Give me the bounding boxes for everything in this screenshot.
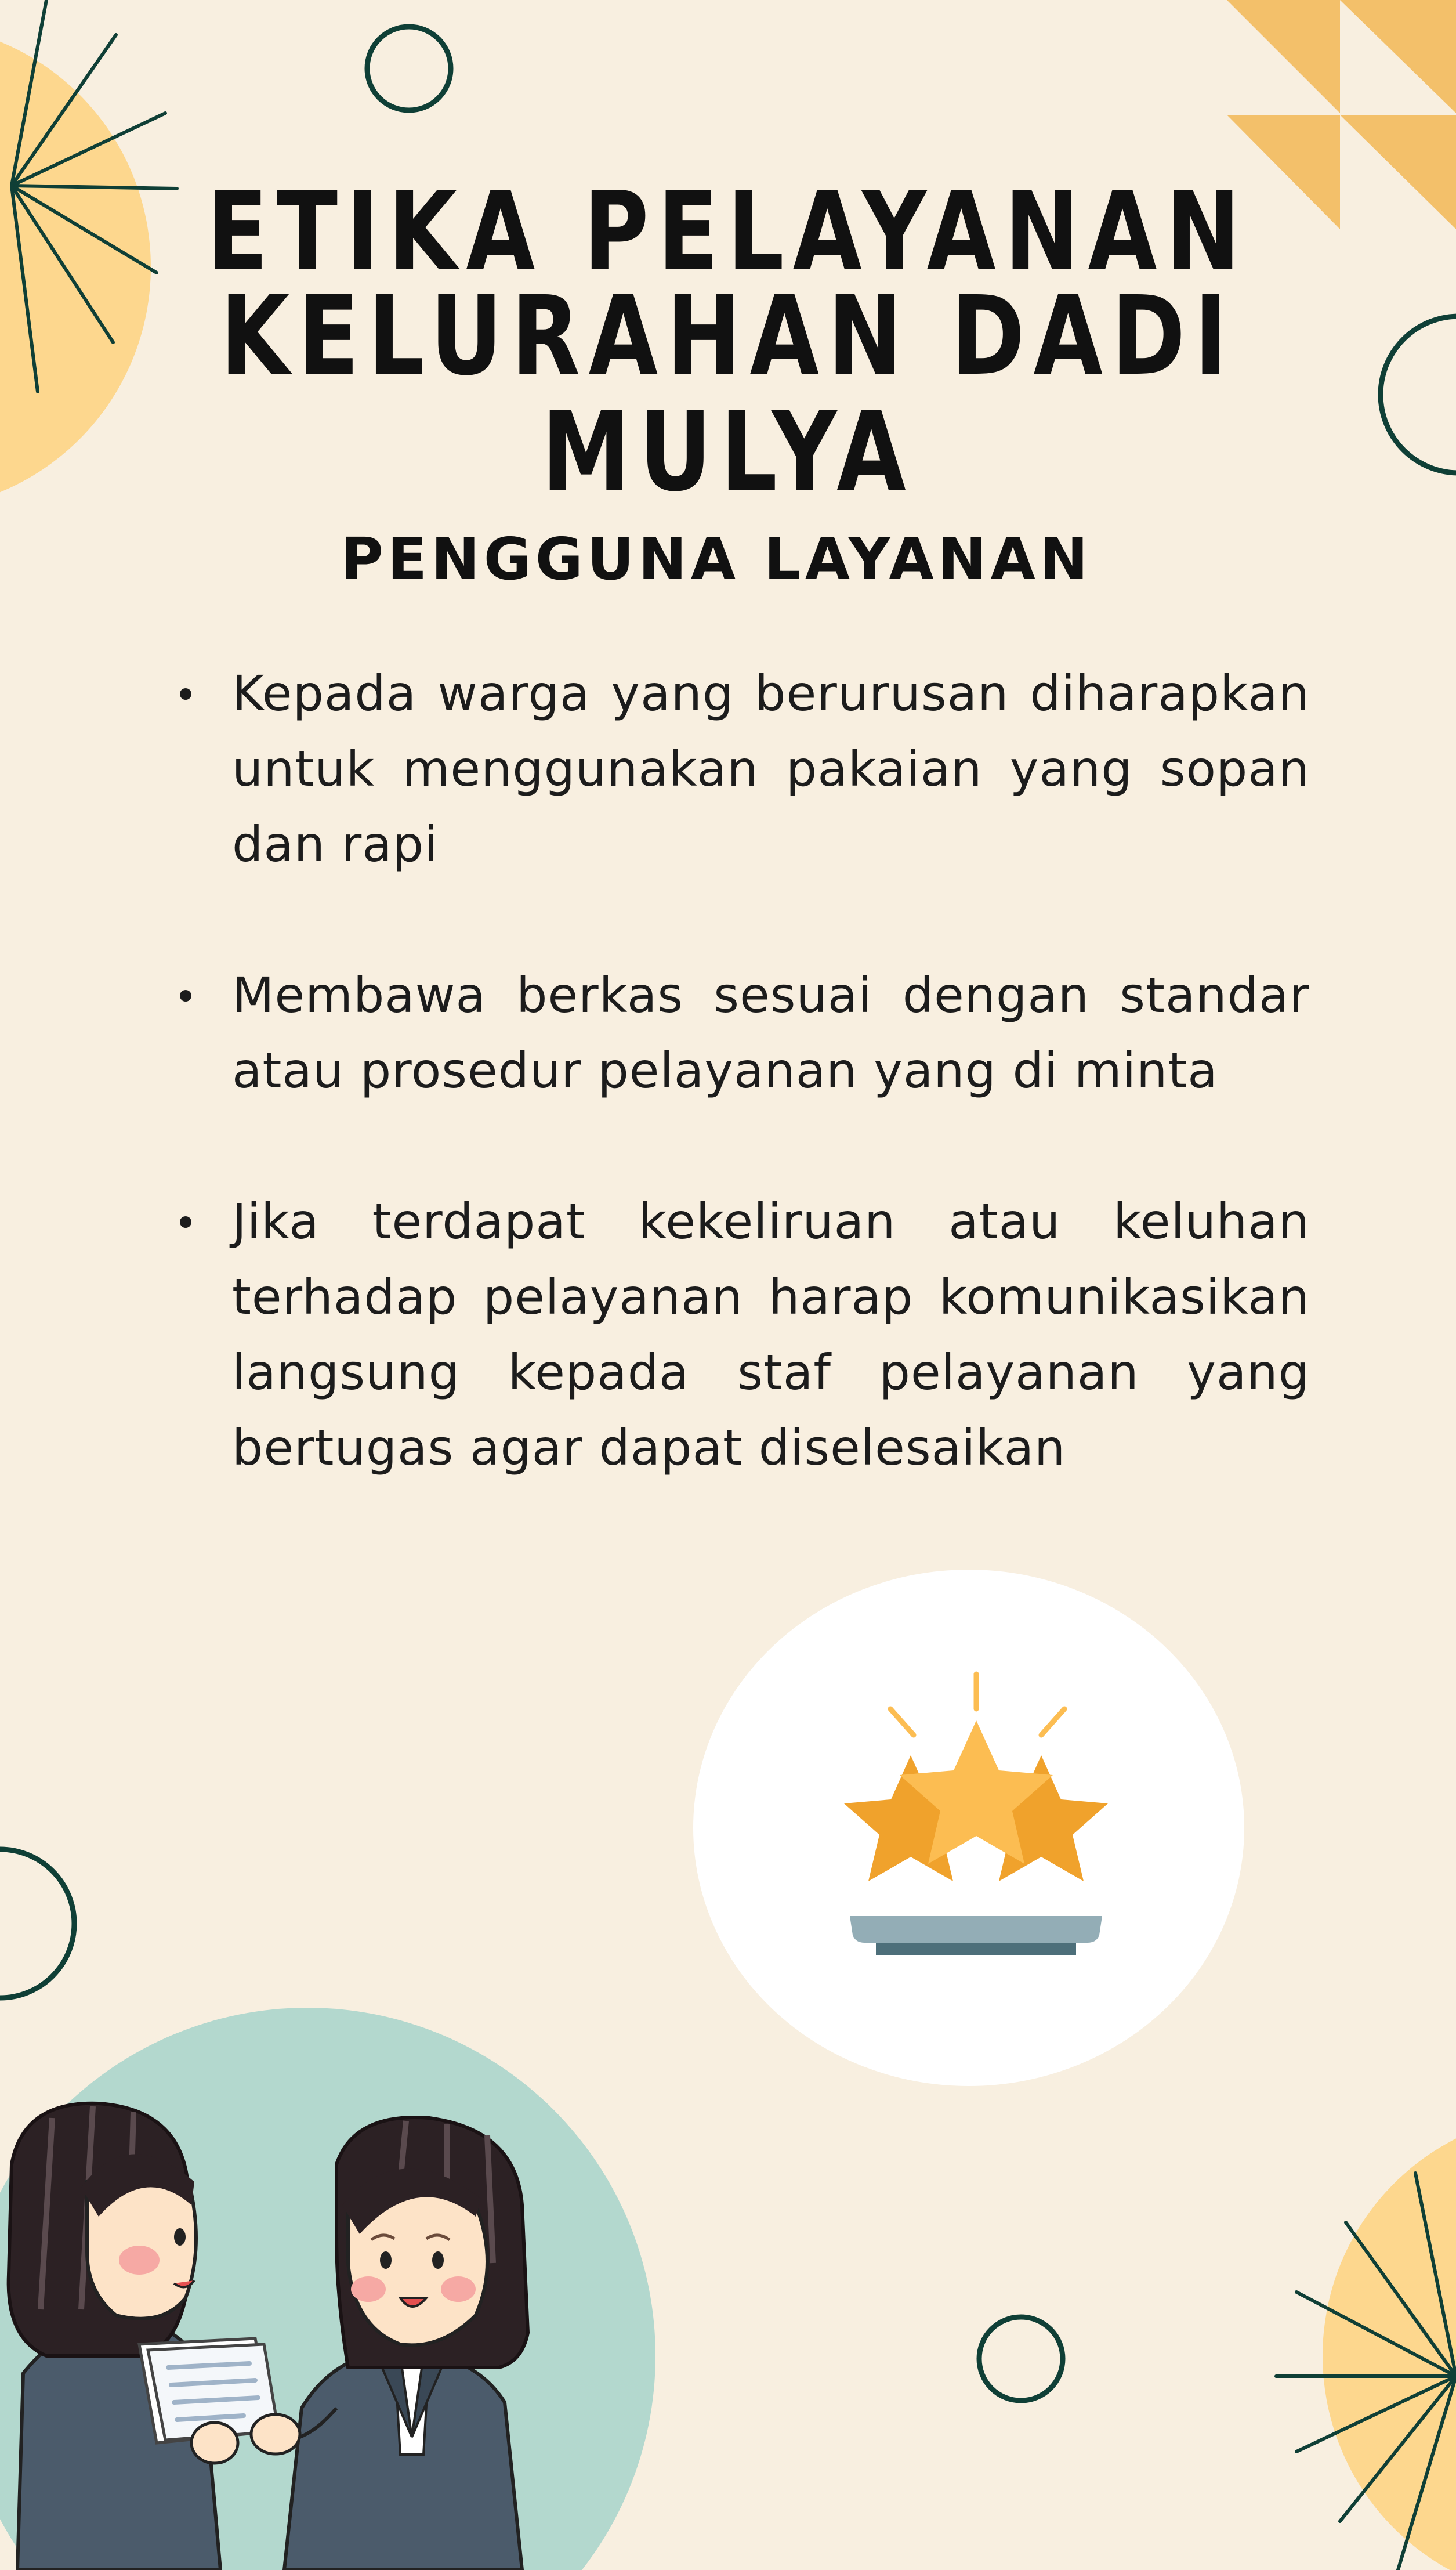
mint-circle-bottom-left (0, 2008, 655, 2570)
ring-bottom-center (979, 2317, 1063, 2401)
ring-top (367, 27, 451, 110)
list-item: Membawa berkas sesuai dengan standar atau prosedur pelayanan yang di minta (232, 957, 1310, 1108)
page-title-line-2: KELURAHAN DADI MULYA (220, 273, 1236, 516)
page-title-line-1: ETIKA PELAYANAN (207, 168, 1249, 295)
ring-bottom-left (0, 1849, 74, 1998)
ring-right (1381, 316, 1456, 473)
section-heading: PENGGUNA LAYANAN (341, 525, 1092, 593)
list-item: Jika terdapat kekeliruan atau keluhan terhadap pelayanan harap komunikasikan langsung kepada staf pelayanan yang bertugas agar dapat diselesaikan (232, 1184, 1310, 1485)
list-item: Kepada warga yang berurusan diharapkan untuk menggunakan pakaian yang sopan dan rapi (232, 656, 1310, 882)
etiquette-list (174, 656, 1310, 1485)
